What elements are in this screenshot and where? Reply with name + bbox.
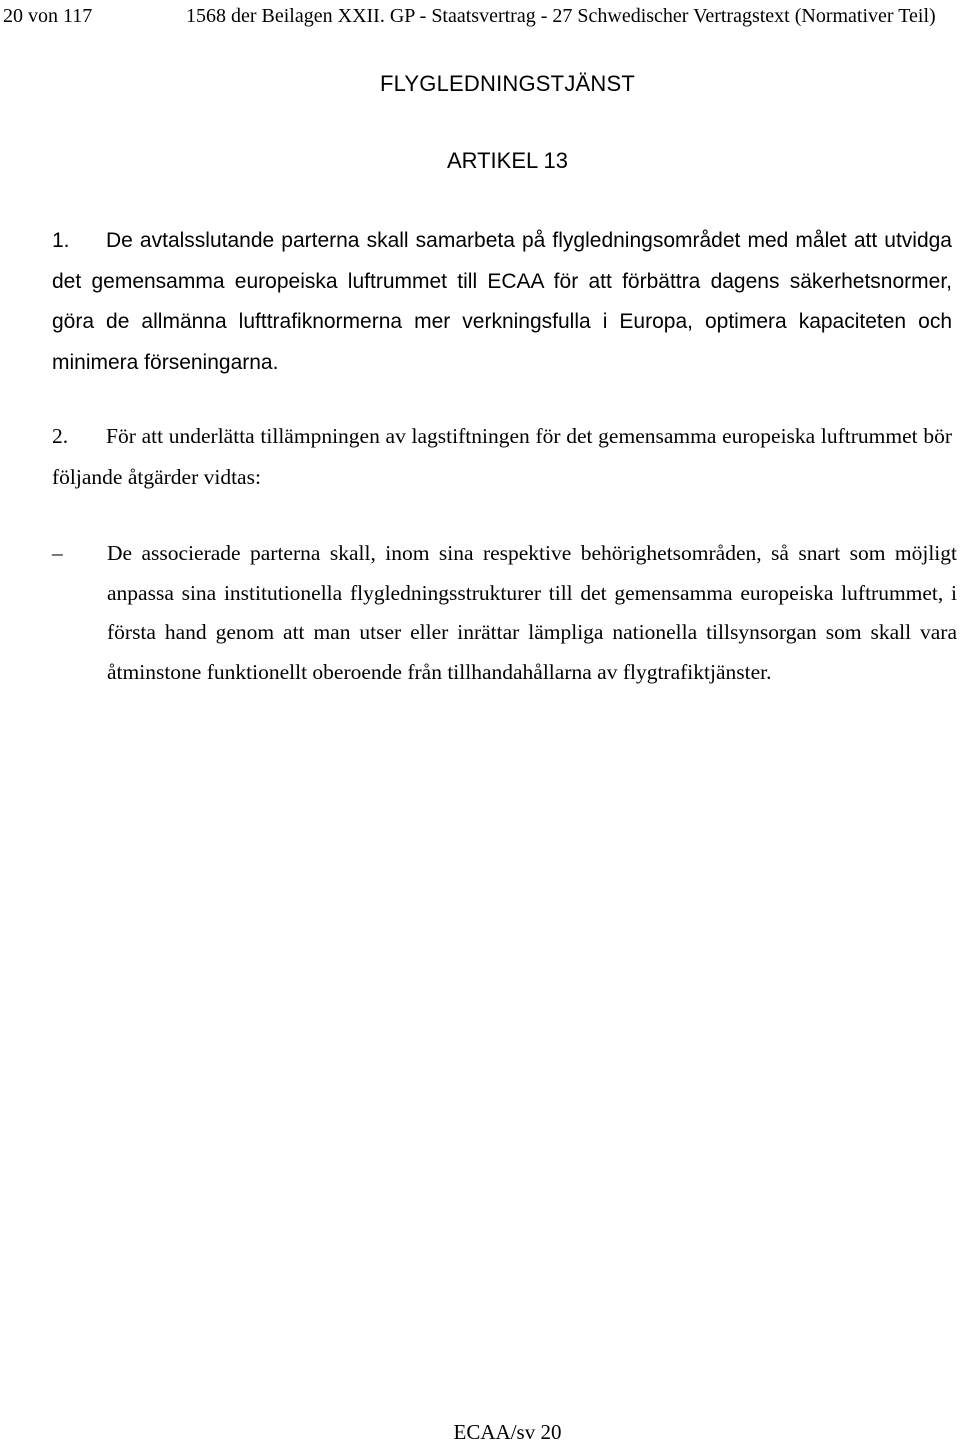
article-heading: ARTIKEL 13	[446, 148, 569, 173]
paragraph-2	[52, 416, 952, 497]
paragraph-text: De avtalsslutande parterna skall samarbeta på flygledningsområdet med målet att utvidga det gemensamma europeiska luftrummet till ECAA för att förbättra dagens säkerhetsnormer, göra de allmänna lufttrafiknormerna mer verkningsfulla i Europa, optimera kapaciteten och minimera förseningarna.	[52, 229, 952, 374]
page-footer: ECAA/sv 20	[453, 1420, 562, 1444]
header-document-title: 1568 der Beilagen XXII. GP - Staatsvertrag - 27 Schwedischer Vertragstext (Normativer Teil)	[186, 5, 936, 27]
paragraph-1	[52, 221, 952, 383]
paragraph-number: 1.	[52, 229, 70, 252]
header-page-number: 20 von 117	[3, 5, 93, 27]
dash-bullet: –	[52, 541, 63, 565]
measure-list-item	[52, 534, 957, 692]
measure-text: De associerade parterna skall, inom sina respektive behörighetsområden, så snart som möjligt anpassa sina institutionella flygledningsstrukturer till det gemensamma europeiska luftrummet, i första hand genom att man utser eller inrättar lämpliga nationella tillsynsorgan som skall vara åtminstone funktionellt oberoende från tillhandahållarna av flygtrafiktjänster.	[107, 541, 957, 684]
section-title: FLYGLEDNINGSTJÄNST	[379, 71, 635, 96]
paragraph-number: 2.	[52, 424, 69, 448]
paragraph-text: För att underlätta tillämpningen av lagstiftningen för det gemensamma europeiska luftrummet bör följande åtgärder vidtas:	[52, 424, 952, 489]
